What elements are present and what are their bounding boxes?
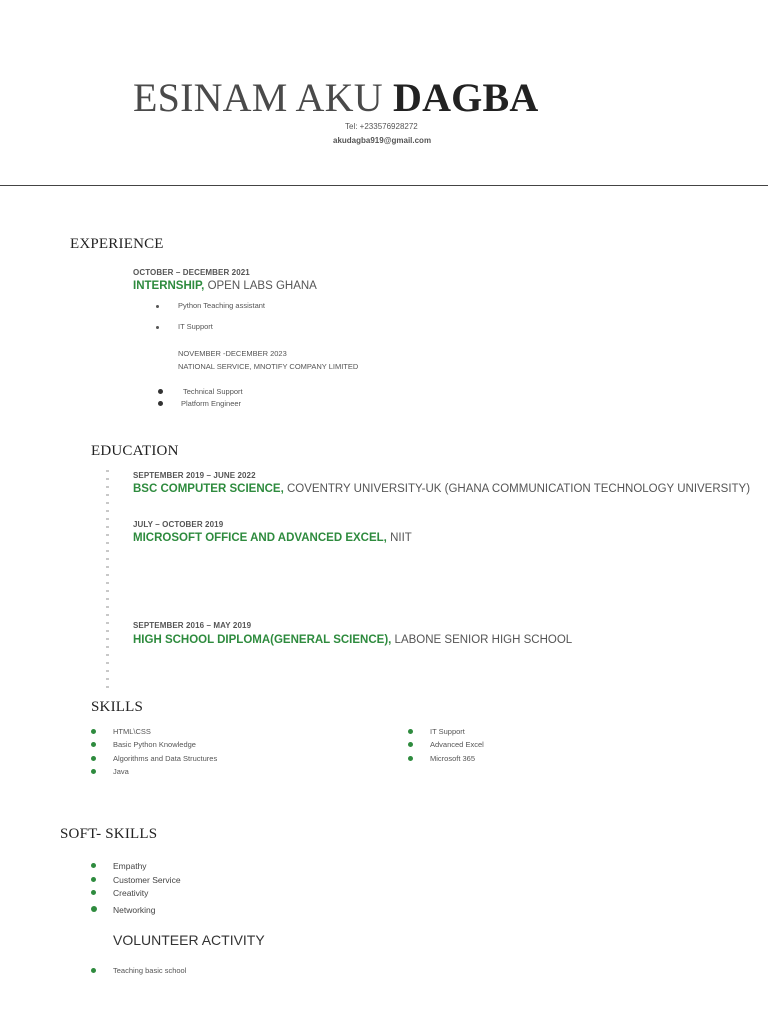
education-2-title xyxy=(133,532,412,544)
skill-left-2: Basic Python Knowledge xyxy=(113,740,196,749)
education-1-date: SEPTEMBER 2019 – JUNE 2022 xyxy=(133,471,256,480)
skill-right-1: IT Support xyxy=(430,727,465,736)
candidate-first-names: ESINAM AKU xyxy=(133,75,383,120)
candidate-last-name: DAGBA xyxy=(393,75,539,120)
education-3-degree: HIGH SCHOOL DIPLOMA(GENERAL SCIENCE), xyxy=(133,634,392,646)
phone-number: Tel: +233576928272 xyxy=(345,122,418,131)
header-divider xyxy=(0,185,768,186)
bullet-icon xyxy=(91,906,97,912)
volunteer-item-1: Teaching basic school xyxy=(113,966,187,975)
bullet-icon xyxy=(91,890,96,895)
experience-1-bullet-2: IT Support xyxy=(178,322,213,331)
experience-1-title xyxy=(133,280,317,292)
bullet-icon xyxy=(408,729,413,734)
soft-skill-3: Creativity xyxy=(113,888,149,898)
soft-skill-2: Customer Service xyxy=(113,875,181,885)
experience-2-date: NOVEMBER -DECEMBER 2023 xyxy=(178,349,287,358)
volunteer-heading: VOLUNTEER ACTIVITY xyxy=(113,932,265,948)
experience-2-bullet-2: Platform Engineer xyxy=(181,399,242,408)
experience-1-bullet-1: Python Teaching assistant xyxy=(178,301,266,310)
education-2-school: NIIT xyxy=(390,532,412,544)
education-3-date: SEPTEMBER 2016 – MAY 2019 xyxy=(133,621,252,630)
education-3-school: LABONE SENIOR HIGH SCHOOL xyxy=(394,634,573,646)
email-link[interactable]: akudagba919@gmail.com xyxy=(333,136,432,145)
bullet-icon xyxy=(91,863,96,868)
skill-left-1: HTML\CSS xyxy=(113,727,151,736)
experience-1-org: OPEN LABS GHANA xyxy=(207,280,317,292)
bullet-icon xyxy=(408,742,413,747)
bullet-icon xyxy=(91,742,96,747)
education-2-degree: MICROSOFT OFFICE AND ADVANCED EXCEL, xyxy=(133,532,387,544)
skill-left-4: Java xyxy=(113,767,129,776)
candidate-name xyxy=(133,74,538,121)
bullet-icon xyxy=(156,326,159,329)
soft-skills-heading: SOFT- SKILLS xyxy=(60,826,158,842)
education-timeline xyxy=(106,470,109,692)
bullet-icon xyxy=(91,756,96,761)
experience-2-bullet-1: Technical Support xyxy=(183,387,243,396)
skills-heading: SKILLS xyxy=(91,699,144,715)
bullet-icon xyxy=(91,877,96,882)
bullet-icon xyxy=(408,756,413,761)
bullet-icon xyxy=(91,769,96,774)
bullet-icon xyxy=(156,305,159,308)
education-1-title xyxy=(133,483,750,495)
education-1-degree: BSC COMPUTER SCIENCE, xyxy=(133,483,284,495)
skill-right-2: Advanced Excel xyxy=(430,740,484,749)
experience-2-org: NATIONAL SERVICE, MNOTIFY COMPANY LIMITED xyxy=(178,362,359,371)
skill-right-3: Microsoft 365 xyxy=(430,754,476,763)
education-heading: EDUCATION xyxy=(91,443,179,459)
experience-heading: EXPERIENCE xyxy=(70,236,164,252)
experience-1-role: INTERNSHIP, xyxy=(133,280,205,292)
bullet-icon xyxy=(158,389,163,394)
experience-1-date: OCTOBER – DECEMBER 2021 xyxy=(133,268,250,277)
bullet-icon xyxy=(158,401,163,406)
bullet-icon xyxy=(91,729,96,734)
soft-skill-4: Networking xyxy=(113,905,156,915)
soft-skill-1: Empathy xyxy=(113,861,147,871)
education-3-title xyxy=(133,634,572,646)
skill-left-3: Algorithms and Data Structures xyxy=(113,754,218,763)
education-1-school: COVENTRY UNIVERSITY-UK (GHANA COMMUNICATION TECHNOLOGY UNIVERSITY) xyxy=(287,483,751,495)
education-2-date: JULY – OCTOBER 2019 xyxy=(133,520,224,529)
bullet-icon xyxy=(91,968,96,973)
